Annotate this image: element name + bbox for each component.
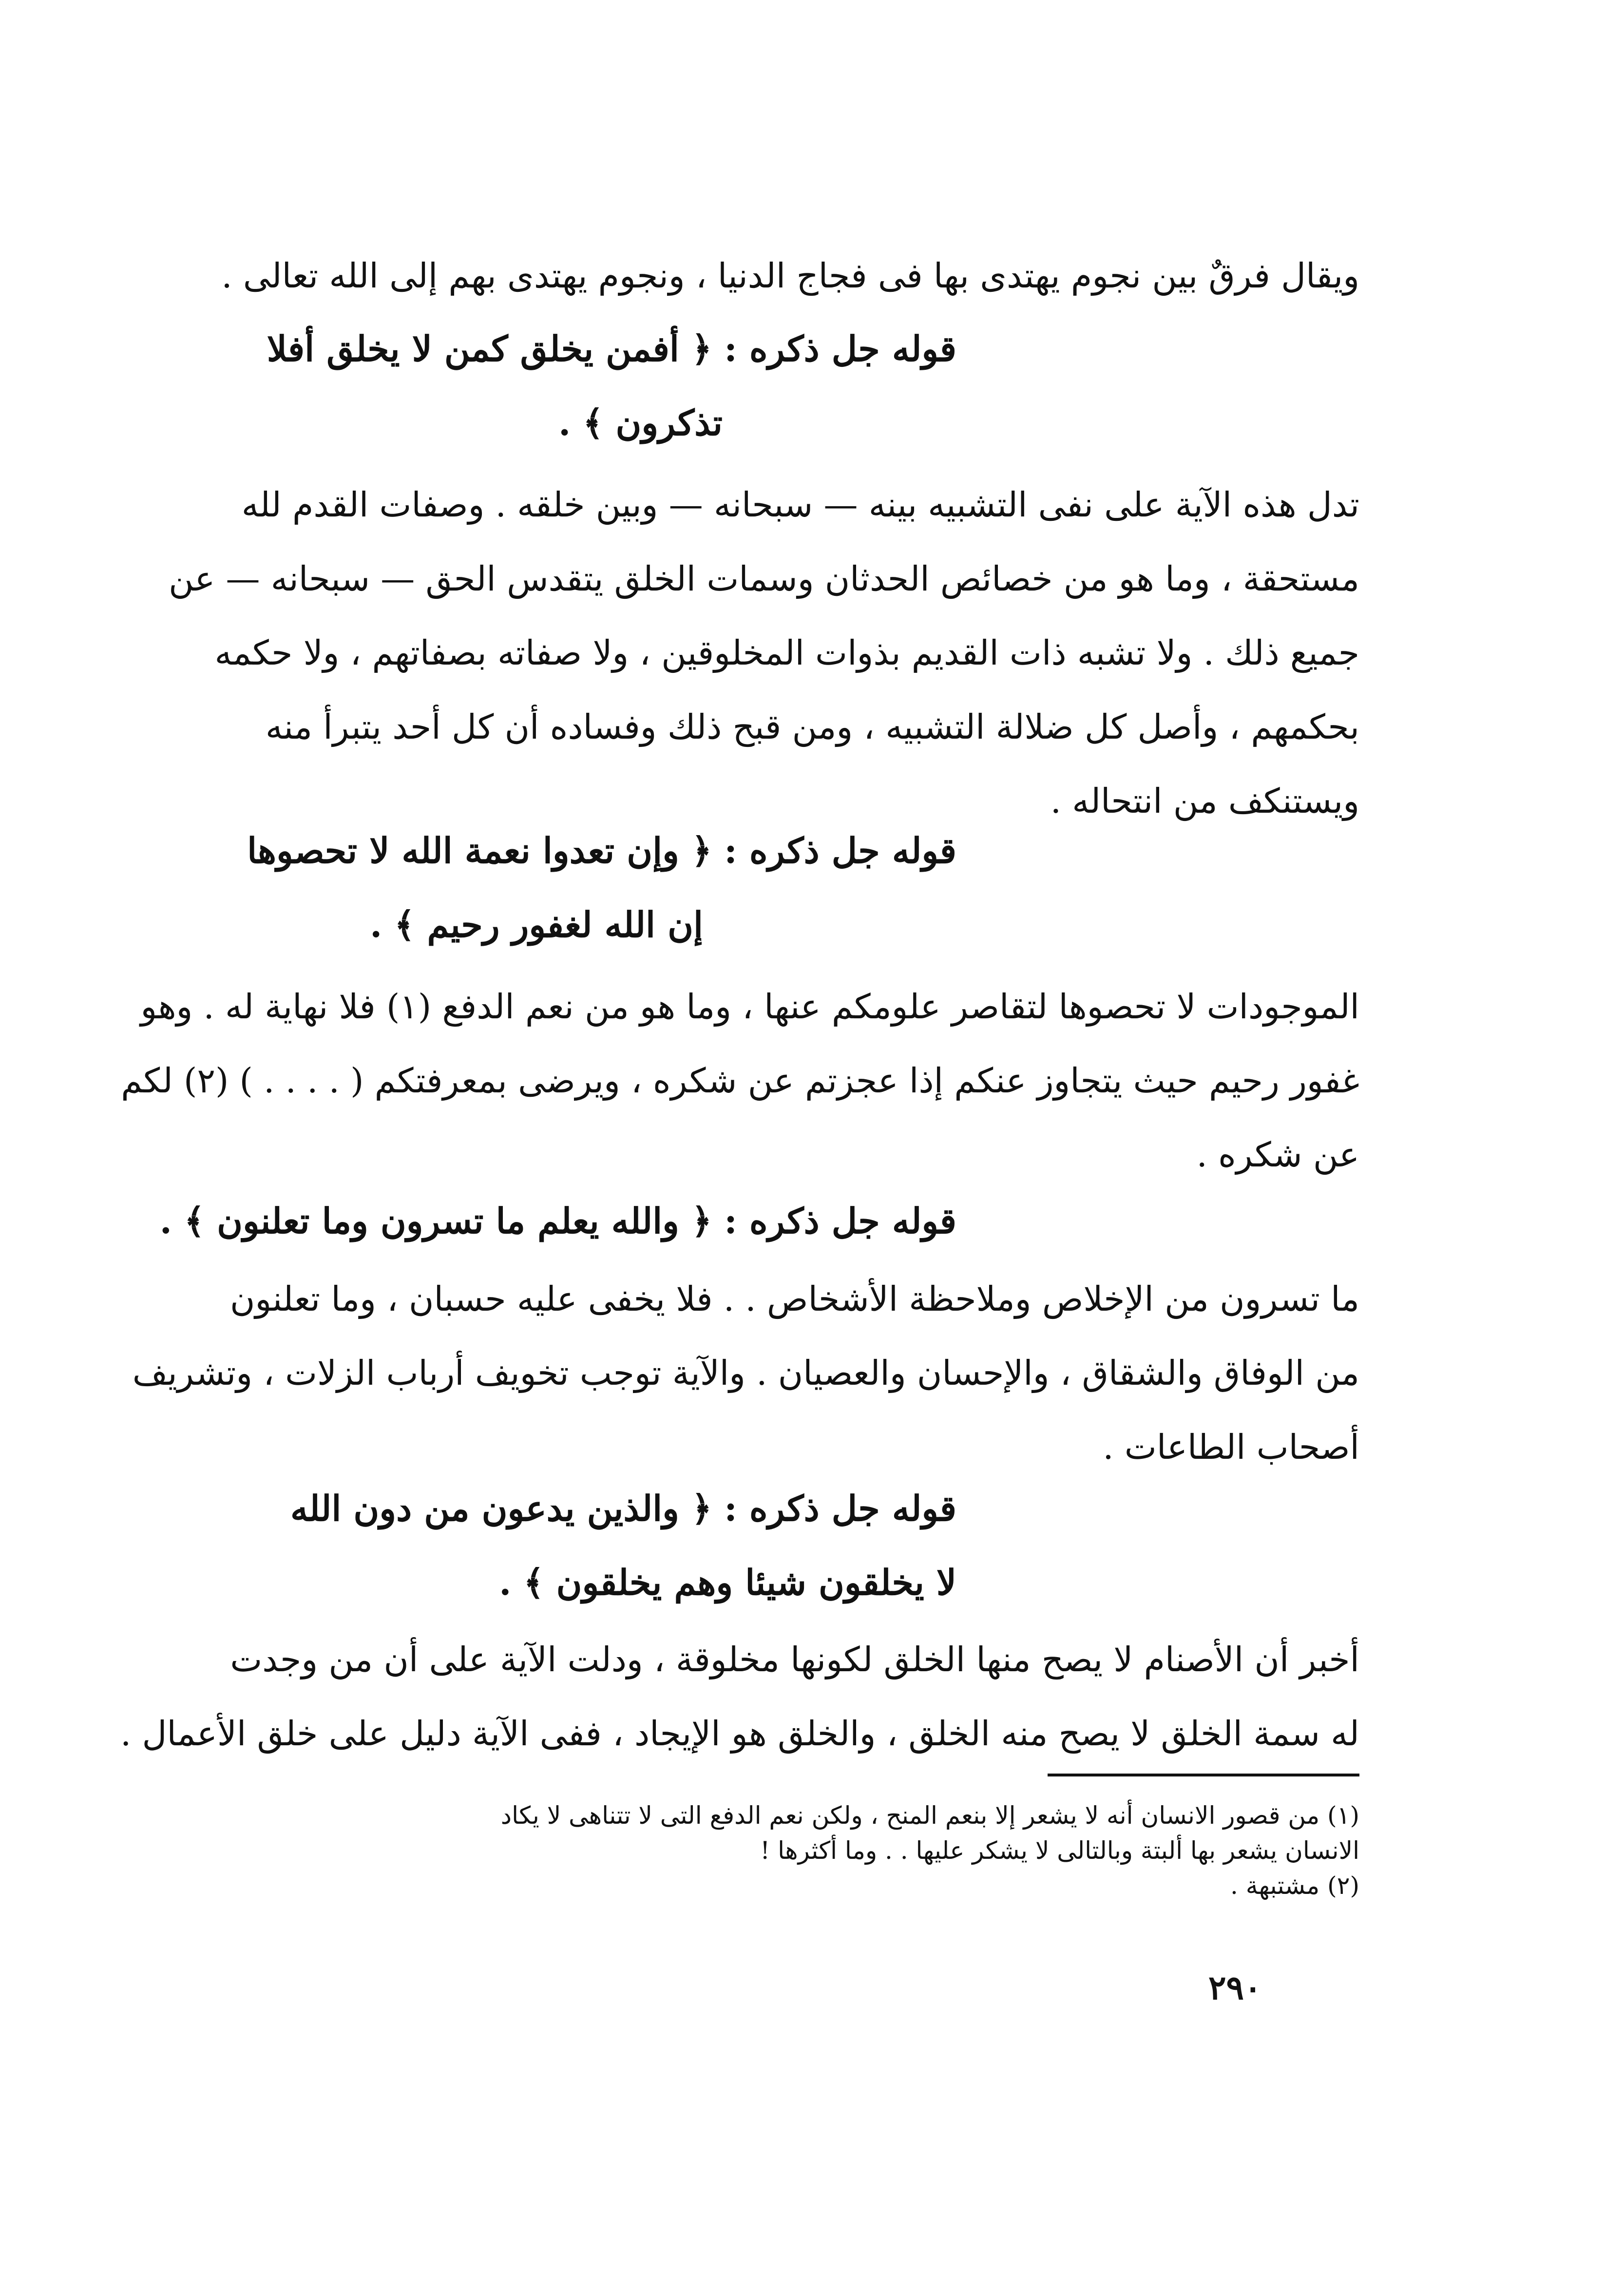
- text-line: جميع ذلك . ولا تشبه ذات القديم بذوات المخلوقين ، ولا صفاته بصفاتهم ، ولا حكمه: [214, 633, 1359, 673]
- text-line: لا يخلقون شيئا وهم يخلقون ﴾ .: [499, 1562, 956, 1603]
- text-line: قوله جل ذكره : ﴿ وإن تعدوا نعمة الله لا تحصوها: [247, 830, 956, 871]
- text-line: أخبر أن الأصنام لا يصح منها الخلق لكونها مخلوقة ، ودلت الآية على أن من وجدت: [230, 1640, 1359, 1680]
- text-line: من الوفاق والشقاق ، والإحسان والعصيان . والآية توجب تخويف أرباب الزلات ، وتشريف: [132, 1353, 1359, 1393]
- text-line: عن شكره .: [1196, 1135, 1359, 1175]
- text-line: غفور رحيم حيث يتجاوز عنكم إذا عجزتم عن شكره ، ويرضى بمعرفتكم ( . . . . ) (٢) لكم: [121, 1061, 1359, 1101]
- text-line: مستحقة ، وما هو من خصائص الحدثان وسمات الخلق يتقدس الحق — سبحانه — عن: [169, 559, 1359, 599]
- page-number: ٢٩٠: [1208, 1968, 1262, 2007]
- verse-heading-1: [267, 312, 956, 460]
- verse-heading-2: [247, 814, 956, 962]
- paragraph-commentary-2: [121, 970, 1359, 1192]
- text-line: أصحاب الطاعات .: [1103, 1427, 1359, 1467]
- footnote-line: (١) من قصور الانسان أنه لا يشعر إلا بنعم المنح ، ولكن نعم الدفع التى لا تتناهى لا يكاد: [500, 1801, 1359, 1830]
- footnote-line: الانسان يشعر بها ألبتة وبالتالى لا يشكر عليها . . وما أكثرها !: [760, 1836, 1359, 1865]
- text-line: بحكمهم ، وأصل كل ضلالة التشبيه ، ومن قبح ذلك وفساده أن كل أحد يتبرأ منه: [265, 707, 1359, 747]
- paragraph-commentary-3: [132, 1262, 1359, 1484]
- verse-heading-3: [160, 1184, 956, 1258]
- footnote-line: (٢) مشتبهة .: [1230, 1871, 1359, 1900]
- text-line: تدل هذه الآية على نفى التشبيه بينه — سبحانه — وبين خلقه . وصفات القدم لله: [241, 485, 1359, 525]
- paragraph-commentary-1: [169, 468, 1359, 838]
- footnote-divider: [1048, 1774, 1359, 1776]
- text-line: قوله جل ذكره : ﴿ والذين يدعون من دون الله: [290, 1488, 956, 1529]
- paragraph-commentary-4: [120, 1623, 1359, 1771]
- footnotes: [312, 1798, 1359, 1903]
- text-line: ويقال فرقٌ بين نجوم يهتدى بها فى فجاج الدنيا ، ونجوم يهتدى بهم إلى الله تعالى .: [221, 256, 1359, 296]
- text-line: الموجودات لا تحصوها لتقاصر علومكم عنها ، وما هو من نعم الدفع (١) فلا نهاية له . وهو: [140, 987, 1359, 1027]
- paragraph-intro: [221, 239, 1359, 313]
- text-line: له سمة الخلق لا يصح منه الخلق ، والخلق هو الإيجاد ، ففى الآية دليل على خلق الأعمال .: [120, 1714, 1359, 1754]
- text-line: ما تسرون من الإخلاص وملاحظة الأشخاص . . فلا يخفى عليه حسبان ، وما تعلنون: [229, 1279, 1359, 1319]
- text-line: إن الله لغفور رحيم ﴾ .: [370, 904, 703, 945]
- verse-heading-4: [290, 1471, 956, 1620]
- text-line: ويستنكف من انتحاله .: [1050, 781, 1359, 821]
- text-line: قوله جل ذكره : ﴿ والله يعلم ما تسرون وما تعلنون ﴾ .: [159, 1200, 956, 1241]
- text-line: تذكرون ﴾ .: [558, 402, 723, 443]
- text-line: قوله جل ذكره : ﴿ أفمن يخلق كمن لا يخلق أفلا: [267, 328, 956, 369]
